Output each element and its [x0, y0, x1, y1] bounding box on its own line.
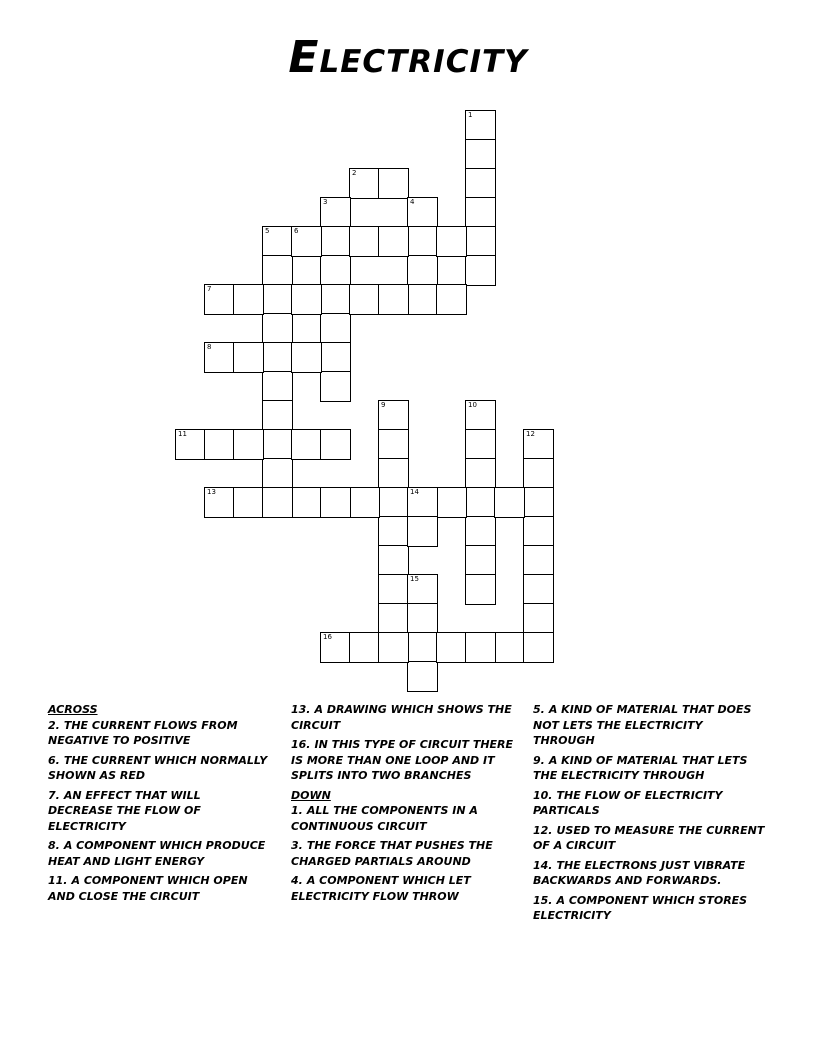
grid-cell[interactable] — [523, 545, 554, 576]
grid-cell[interactable] — [465, 168, 496, 199]
down-heading: DOWN — [291, 788, 331, 802]
grid-cell[interactable] — [407, 661, 438, 692]
clue-number: 10 — [468, 401, 477, 409]
clue-item-number: 8. — [48, 839, 60, 852]
grid-cell[interactable] — [262, 458, 293, 489]
clue-number: 3 — [323, 198, 328, 206]
grid-cell[interactable] — [262, 429, 293, 460]
clue-number: 16 — [323, 633, 332, 641]
grid-cell[interactable] — [233, 487, 264, 518]
clue-number: 14 — [410, 488, 419, 496]
grid-cell[interactable] — [320, 284, 351, 315]
across-heading: ACROSS — [48, 703, 98, 716]
clue-item-text: A COMPONENT WHICH OPEN AND CLOSE THE CIRCUIT — [48, 874, 248, 903]
grid-cell[interactable] — [320, 429, 351, 460]
grid-cell[interactable] — [175, 429, 206, 460]
grid-cell[interactable] — [291, 284, 322, 315]
clue-item-number: 3. — [291, 839, 303, 852]
clue-item-text: A KIND OF MATERIAL THAT DOES NOT LETS THE ELECTRICITY THROUGH — [533, 703, 752, 747]
grid-cell[interactable] — [349, 168, 380, 199]
clue-item-text: A COMPONENT WHICH PRODUCE HEAT AND LIGHT ENERGY — [48, 839, 266, 868]
clue-item — [533, 788, 765, 819]
clue-item-number: 9. — [533, 753, 545, 767]
clue-number: 8 — [207, 343, 212, 351]
grid-cell[interactable] — [291, 487, 322, 518]
grid-cell[interactable] — [465, 110, 496, 141]
grid-cell[interactable] — [378, 226, 409, 257]
grid-cell[interactable] — [465, 255, 496, 286]
grid-cell[interactable] — [378, 545, 409, 576]
grid-cell[interactable] — [465, 139, 496, 170]
clue-item-text: IN THIS TYPE OF CIRCUIT THERE IS MORE THAN ONE LOOP AND IT SPLITS INTO TWO BRANCHES — [291, 738, 514, 782]
clue-number: 7 — [207, 285, 212, 293]
clue-item — [533, 858, 765, 889]
grid-cell[interactable] — [262, 284, 293, 315]
clue-item-text: A COMPONENT WHICH STORES ELECTRICITY — [533, 893, 748, 922]
grid-cell[interactable] — [407, 255, 438, 286]
clues-column-1 — [48, 702, 268, 908]
grid-cell[interactable] — [523, 458, 554, 489]
grid-cell[interactable] — [262, 371, 293, 402]
clue-item-text: THE FLOW OF ELECTRICITY PARTICALS — [533, 788, 723, 817]
grid-cell[interactable] — [523, 603, 554, 634]
clue-number: 13 — [207, 488, 216, 496]
grid-cell[interactable] — [262, 313, 293, 344]
clue-item-number: 10. — [533, 788, 553, 802]
clue-number: 2 — [352, 169, 357, 177]
clue-item — [48, 753, 268, 784]
grid-cell[interactable] — [436, 284, 467, 315]
clue-item-text: ALL THE COMPONENTS IN A CONTINUOUS CIRCUIT — [291, 804, 478, 833]
across-clue-list-continued — [291, 702, 519, 784]
clue-item — [48, 873, 268, 904]
clue-item-number: 16. — [291, 738, 311, 751]
grid-cell[interactable] — [523, 516, 554, 547]
grid-cell[interactable] — [320, 255, 351, 286]
grid-cell[interactable] — [349, 284, 380, 315]
clue-number: 1 — [468, 111, 473, 119]
clue-item-number: 2. — [48, 718, 60, 732]
grid-cell[interactable] — [320, 342, 351, 373]
grid-cell[interactable] — [378, 284, 409, 315]
clue-item-text: THE ELECTRONS JUST VIBRATE BACKWARDS AND FORWARDS. — [533, 858, 746, 887]
grid-cell[interactable] — [407, 574, 438, 605]
grid-cell[interactable] — [204, 429, 235, 460]
grid-cell[interactable] — [465, 516, 496, 547]
clue-item-text: A KIND OF MATERIAL THAT LETS THE ELECTRICITY THROUGH — [533, 753, 748, 782]
grid-cell[interactable] — [233, 284, 264, 315]
clue-item-text: THE FORCE THAT PUSHES THE CHARGED PARTIALS AROUND — [291, 839, 493, 868]
clue-item — [533, 753, 765, 784]
grid-cell[interactable] — [349, 632, 380, 663]
grid-cell[interactable] — [262, 400, 293, 431]
grid-cell[interactable] — [465, 400, 496, 431]
grid-cell[interactable] — [407, 603, 438, 634]
grid-cell[interactable] — [262, 255, 293, 286]
clue-item-text: USED TO MEASURE THE CURRENT OF A CIRCUIT — [533, 823, 765, 852]
clue-item-text: A COMPONENT WHICH LET ELECTRICITY FLOW THROW — [291, 874, 471, 903]
grid-cell[interactable] — [407, 487, 438, 518]
grid-cell[interactable] — [320, 197, 351, 228]
grid-cell[interactable] — [436, 226, 467, 257]
clue-number: 9 — [381, 401, 386, 409]
grid-cell[interactable] — [465, 197, 496, 228]
clue-item — [291, 702, 519, 733]
clue-number: 5 — [265, 227, 270, 235]
clue-item — [48, 718, 268, 749]
grid-cell[interactable] — [378, 487, 409, 518]
grid-cell[interactable] — [349, 226, 380, 257]
clue-item-number: 11. — [48, 874, 68, 887]
grid-cell[interactable] — [465, 226, 496, 257]
clue-item-number: 5. — [533, 703, 545, 716]
grid-cell[interactable] — [378, 168, 409, 199]
clues-column-3 — [533, 702, 765, 928]
clue-item-number: 12. — [533, 823, 553, 837]
clue-item — [291, 873, 519, 904]
grid-cell[interactable] — [204, 284, 235, 315]
grid-cell[interactable] — [465, 458, 496, 489]
clue-number: 11 — [178, 430, 187, 438]
grid-cell[interactable] — [291, 342, 322, 373]
grid-cell[interactable] — [233, 429, 264, 460]
grid-cell[interactable] — [320, 632, 351, 663]
clue-number: 4 — [410, 198, 415, 206]
grid-cell[interactable] — [233, 342, 264, 373]
clue-item-text: AN EFFECT THAT WILL DECREASE THE FLOW OF ELECTRICITY — [48, 788, 201, 833]
grid-cell[interactable] — [204, 342, 235, 373]
grid-cell[interactable] — [523, 632, 554, 663]
grid-cell[interactable] — [523, 429, 554, 460]
across-clue-list — [48, 718, 268, 905]
clue-item-number: 15. — [533, 893, 553, 907]
clue-item-text: A DRAWING WHICH SHOWS THE CIRCUIT — [291, 703, 512, 732]
grid-cell[interactable] — [262, 342, 293, 373]
grid-cell[interactable] — [378, 400, 409, 431]
grid-cell[interactable] — [378, 429, 409, 460]
grid-cell[interactable] — [465, 545, 496, 576]
grid-cell[interactable] — [465, 429, 496, 460]
clue-item — [48, 838, 268, 869]
clue-item-number: 13. — [291, 703, 311, 716]
clue-item-number: 6. — [48, 753, 60, 767]
grid-cell[interactable] — [320, 313, 351, 344]
clue-item — [533, 893, 765, 924]
grid-cell[interactable] — [378, 603, 409, 634]
grid-cell[interactable] — [262, 487, 293, 518]
grid-cell[interactable] — [378, 574, 409, 605]
clue-item-text: THE CURRENT WHICH NORMALLY SHOWN AS RED — [48, 753, 268, 782]
clue-item — [291, 803, 519, 834]
grid-cell[interactable] — [262, 226, 293, 257]
grid-cell[interactable] — [349, 487, 380, 518]
clue-item-number: 4. — [291, 874, 303, 887]
grid-cell[interactable] — [407, 226, 438, 257]
grid-cell[interactable] — [407, 632, 438, 663]
clue-number: 12 — [526, 430, 535, 438]
clue-item — [291, 737, 519, 784]
grid-cell[interactable] — [436, 487, 467, 518]
grid-cell[interactable] — [378, 632, 409, 663]
down-clue-list — [291, 803, 519, 904]
grid-cell[interactable] — [465, 574, 496, 605]
grid-cell[interactable] — [494, 632, 525, 663]
grid-cell[interactable] — [465, 632, 496, 663]
grid-cell[interactable] — [320, 487, 351, 518]
clue-item-number: 14. — [533, 858, 553, 872]
clue-item — [533, 702, 765, 749]
grid-cell[interactable] — [378, 516, 409, 547]
grid-cell[interactable] — [407, 284, 438, 315]
clue-item — [48, 788, 268, 835]
grid-cell[interactable] — [523, 574, 554, 605]
grid-cell[interactable] — [407, 197, 438, 228]
page-title: Electricity — [288, 32, 528, 83]
clue-item-text: THE CURRENT FLOWS FROM NEGATIVE TO POSITIVE — [48, 718, 238, 747]
grid-cell[interactable] — [494, 487, 525, 518]
clues-column-2 — [291, 702, 519, 908]
clue-item — [533, 823, 765, 854]
grid-cell[interactable] — [204, 487, 235, 518]
clue-item — [291, 838, 519, 869]
grid-cell[interactable] — [407, 516, 438, 547]
grid-cell[interactable] — [378, 458, 409, 489]
grid-cell[interactable] — [320, 371, 351, 402]
grid-cell[interactable] — [291, 429, 322, 460]
grid-cell[interactable] — [436, 632, 467, 663]
grid-cell[interactable] — [291, 226, 322, 257]
grid-cell[interactable] — [320, 226, 351, 257]
clue-number: 6 — [294, 227, 299, 235]
grid-cell[interactable] — [523, 487, 554, 518]
clue-item-number: 7. — [48, 788, 60, 802]
clue-item-number: 1. — [291, 804, 303, 817]
clue-number: 15 — [410, 575, 419, 583]
down-clue-list-continued — [533, 702, 765, 924]
grid-cell[interactable] — [465, 487, 496, 518]
